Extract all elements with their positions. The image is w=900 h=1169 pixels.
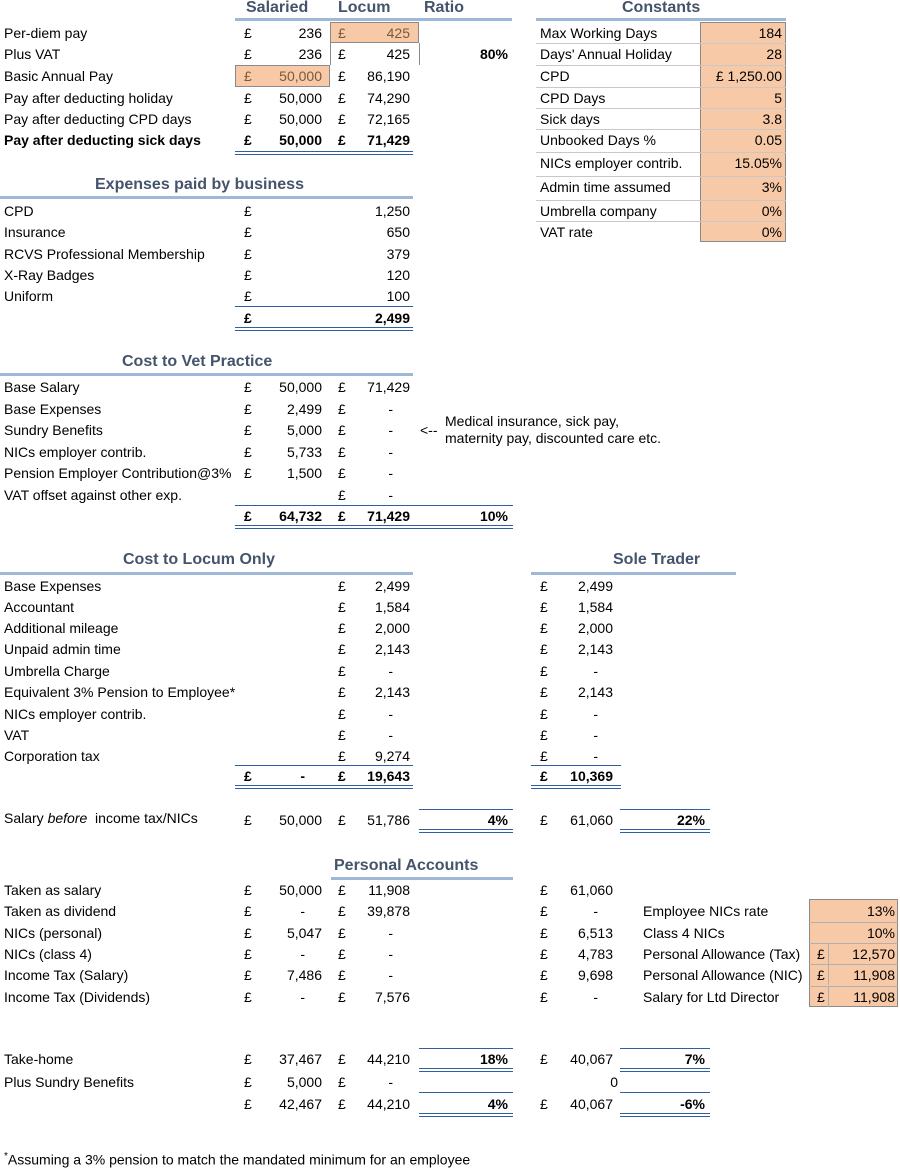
- sole-value: 2,143: [577, 641, 613, 657]
- expenses-title-underline: [0, 196, 413, 199]
- takehome-label: Take-home: [4, 1051, 74, 1067]
- constant-value: 0%: [761, 224, 782, 240]
- cost-vet-loc: -: [388, 422, 393, 438]
- personal-sole-currency: £: [540, 946, 548, 962]
- cost-vet-total-rule: [235, 505, 513, 506]
- cost-vet-label: Pension Employer Contribution@3%: [4, 465, 232, 481]
- personal-sal: -: [300, 946, 305, 962]
- cost-vet-sal: 5,733: [286, 444, 322, 460]
- top-row-loc: 74,290: [367, 90, 410, 106]
- cost-vet-total-loc: 71,429: [367, 508, 410, 524]
- top-row-label: Basic Annual Pay: [4, 68, 113, 84]
- top-double-rule: [235, 151, 413, 155]
- note-line-1: Medical insurance, sick pay,: [445, 413, 620, 429]
- cost-vet-loc-currency: £: [338, 422, 346, 438]
- top-row-label: Pay after deducting sick days: [4, 132, 201, 148]
- cost-vet-double-rule: [235, 525, 513, 529]
- cost-vet-title: Cost to Vet Practice: [122, 353, 273, 370]
- final-sole: 40,067: [570, 1096, 613, 1112]
- top-row-ratio: 80%: [479, 46, 508, 62]
- top-row-sal: 50,000: [279, 132, 322, 148]
- personal-sal-currency: £: [244, 967, 252, 983]
- expense-label: X-Ray Badges: [4, 267, 95, 283]
- personal-side-currency: £: [817, 946, 825, 962]
- top-row-label: Plus VAT: [4, 46, 61, 62]
- takehome-sole-ratio-bottom-rule: [620, 1068, 710, 1072]
- constant-row-divider: [536, 200, 786, 201]
- top-row-loc-currency: £: [338, 46, 346, 62]
- cost-vet-sal-currency: £: [244, 465, 252, 481]
- cost-vet-sal-currency: £: [244, 422, 252, 438]
- sole-trader-title-underline: [531, 572, 736, 575]
- personal-side-label: Employee NICs rate: [643, 903, 769, 919]
- takehome-loc-currency: £: [338, 1051, 346, 1067]
- cost-locum-label: Corporation tax: [4, 748, 100, 764]
- sole-value: 2,499: [577, 578, 613, 594]
- sundry-sal-currency: £: [244, 1074, 252, 1090]
- salary-before-ratio: 4%: [487, 812, 508, 828]
- cost-locum-currency: £: [338, 706, 346, 722]
- cost-vet-loc: -: [388, 444, 393, 460]
- cost-locum-currency: £: [338, 578, 346, 594]
- sole-currency: £: [540, 620, 548, 636]
- top-row-sal: 50,000: [279, 90, 322, 106]
- top-row-sal-currency: £: [244, 111, 252, 127]
- personal-sole: 4,783: [577, 946, 613, 962]
- personal-sal-currency: £: [244, 882, 252, 898]
- sole-value: -: [593, 748, 598, 764]
- cost-vet-sal-currency: £: [244, 379, 252, 395]
- header-salaried: Salaried: [246, 0, 309, 16]
- cost-vet-label: NICs employer contrib.: [4, 444, 147, 460]
- personal-sal-currency: £: [244, 989, 252, 1005]
- personal-loc-currency: £: [338, 925, 346, 941]
- personal-side-currency-divider: [828, 964, 829, 985]
- cost-vet-loc: -: [388, 401, 393, 417]
- expense-currency: £: [244, 246, 252, 262]
- constant-value: 28: [766, 46, 782, 62]
- constant-row-divider: [536, 129, 786, 130]
- personal-sole: -: [593, 989, 598, 1005]
- final-loc-currency: £: [338, 1096, 346, 1112]
- cost-locum-currency: £: [338, 727, 346, 743]
- sole-currency: £: [540, 599, 548, 615]
- personal-sole: 61,060: [570, 882, 613, 898]
- personal-loc: -: [388, 946, 393, 962]
- sundry-loc-currency: £: [338, 1074, 346, 1090]
- expense-value: 120: [386, 267, 410, 283]
- expenses-total: 2,499: [374, 310, 410, 326]
- cost-locum-label: Base Expenses: [4, 578, 102, 594]
- expense-value: 1,250: [374, 203, 410, 219]
- takehome-sal: 37,467: [279, 1051, 322, 1067]
- cost-vet-total-sal-currency: £: [244, 508, 252, 524]
- cost-vet-sal: 1,500: [286, 465, 322, 481]
- cost-locum-label: Additional mileage: [4, 620, 119, 636]
- cost-locum-currency: £: [338, 748, 346, 764]
- personal-label: NICs (personal): [4, 925, 103, 941]
- top-row-loc: 71,429: [367, 132, 410, 148]
- personal-title-underline: [331, 877, 513, 880]
- top-row-sal: 50,000: [279, 111, 322, 127]
- constant-row-divider: [536, 108, 786, 109]
- personal-loc-currency: £: [338, 967, 346, 983]
- expenses-title: Expenses paid by business: [95, 176, 304, 193]
- expense-label: Uniform: [4, 288, 54, 304]
- constant-value: 0%: [761, 203, 782, 219]
- cost-locum-value: 9,274: [374, 748, 410, 764]
- personal-sal-currency: £: [244, 946, 252, 962]
- constant-value: 15.05%: [734, 155, 782, 171]
- cost-locum-total-rule: [235, 765, 413, 766]
- sole-value: 1,584: [577, 599, 613, 615]
- constant-label: CPD: [540, 68, 570, 84]
- sole-value: 2,143: [577, 684, 613, 700]
- personal-sole-currency: £: [540, 925, 548, 941]
- final-sal: 42,467: [279, 1096, 322, 1112]
- cost-locum-label: VAT: [4, 727, 30, 743]
- personal-label: NICs (class 4): [4, 946, 92, 962]
- cost-vet-total-sal: 64,732: [279, 508, 322, 524]
- cost-vet-total-loc-currency: £: [338, 508, 346, 524]
- cost-locum-value: -: [388, 706, 393, 722]
- sole-value: -: [593, 706, 598, 722]
- cost-locum-total-sal: -: [300, 768, 305, 784]
- constant-label: NICs employer contrib.: [540, 155, 683, 171]
- sole-currency: £: [540, 641, 548, 657]
- personal-label: Taken as dividend: [4, 903, 117, 919]
- constant-value: £ 1,250.00: [715, 68, 782, 84]
- personal-side-divider: [809, 943, 898, 944]
- takehome-sal-currency: £: [244, 1051, 252, 1067]
- sundry-loc: -: [388, 1074, 393, 1090]
- personal-sole: 6,513: [577, 925, 613, 941]
- salary-before-ratio-top-rule: [419, 809, 513, 810]
- top-row-loc-currency: £: [338, 25, 346, 41]
- cost-vet-sal-currency: £: [244, 401, 252, 417]
- constants-header-underline: [536, 18, 786, 21]
- personal-sole: -: [593, 903, 598, 919]
- salary-before-loc: 51,786: [367, 812, 410, 828]
- personal-sal-currency: £: [244, 903, 252, 919]
- top-row-loc: 425: [386, 46, 410, 62]
- top-row-loc: 425: [386, 25, 410, 41]
- cost-vet-label: Base Expenses: [4, 401, 102, 417]
- sole-currency: £: [540, 663, 548, 679]
- top-row-loc-currency: £: [338, 132, 346, 148]
- cost-locum-currency: £: [338, 641, 346, 657]
- footnote: *Assuming a 3% pension to match the mandated minimum for an employee: [4, 1151, 471, 1168]
- cost-locum-value: -: [388, 727, 393, 743]
- personal-side-divider: [809, 964, 898, 965]
- sundry-sole: 0: [610, 1074, 618, 1090]
- takehome-sole-ratio-top-rule: [620, 1048, 710, 1049]
- cost-vet-loc: 71,429: [367, 379, 410, 395]
- personal-loc-currency: £: [338, 903, 346, 919]
- sundry-sole-ratio-rule: [620, 1092, 710, 1093]
- cost-locum-title: Cost to Locum Only: [123, 551, 275, 568]
- cost-locum-value: 2,000: [374, 620, 410, 636]
- salary-before-sole-ratio-top-rule: [620, 809, 710, 810]
- sole-double-rule: [531, 785, 621, 789]
- final-ratio-double-rule: [419, 1113, 513, 1117]
- constant-value: 3%: [761, 179, 782, 195]
- personal-loc: 39,878: [367, 903, 410, 919]
- constant-row-divider: [536, 87, 786, 88]
- salary-before-sole-currency: £: [540, 812, 548, 828]
- cost-locum-value: -: [388, 663, 393, 679]
- takehome-loc: 44,210: [367, 1051, 410, 1067]
- cost-locum-label: Umbrella Charge: [4, 663, 110, 679]
- header-constants: Constants: [622, 0, 701, 16]
- expense-currency: £: [244, 267, 252, 283]
- personal-loc-currency: £: [338, 989, 346, 1005]
- constant-row-divider: [536, 43, 786, 44]
- constant-value: 5: [774, 90, 782, 106]
- cost-locum-title-underline: [0, 572, 413, 575]
- salary-before-sole-ratio: 22%: [676, 812, 705, 828]
- personal-sole: 9,698: [577, 967, 613, 983]
- final-loc: 44,210: [367, 1096, 410, 1112]
- constant-value: 184: [758, 25, 782, 41]
- expenses-double-rule: [235, 327, 413, 331]
- personal-side-label: Class 4 NICs: [643, 925, 725, 941]
- personal-side-value: 10%: [866, 925, 895, 941]
- personal-side-value: 11,908: [853, 967, 895, 983]
- takehome-ratio-bottom-rule: [419, 1068, 513, 1072]
- cost-vet-loc-currency: £: [338, 487, 346, 503]
- cost-vet-loc-currency: £: [338, 379, 346, 395]
- takehome-sole-ratio: 7%: [684, 1051, 705, 1067]
- cost-vet-sal: 2,499: [286, 401, 322, 417]
- sundry-ratio-rule: [419, 1092, 513, 1093]
- cost-vet-sal: 5,000: [286, 422, 322, 438]
- sole-value: -: [593, 727, 598, 743]
- expenses-total-currency: £: [244, 310, 252, 326]
- constant-value: 3.8: [762, 111, 782, 127]
- top-row-sal: 236: [298, 25, 322, 41]
- top-row-label: Pay after deducting holiday: [4, 90, 173, 106]
- cost-locum-value: 2,143: [374, 684, 410, 700]
- salary-before-sole: 61,060: [570, 812, 613, 828]
- top-row-loc-currency: £: [338, 90, 346, 106]
- top-row-loc-currency: £: [338, 68, 346, 84]
- takehome-sole-currency: £: [540, 1051, 548, 1067]
- footnote-star: *: [4, 1151, 8, 1162]
- personal-sal-currency: £: [244, 925, 252, 941]
- cost-vet-sal-currency: £: [244, 444, 252, 460]
- expense-currency: £: [244, 203, 252, 219]
- salary-before-label: Salary before income tax/NICs: [4, 810, 198, 826]
- sundry-sal: 5,000: [286, 1074, 322, 1090]
- personal-label: Income Tax (Dividends): [4, 989, 151, 1005]
- sole-currency: £: [540, 748, 548, 764]
- expense-value: 379: [386, 246, 410, 262]
- personal-label: Income Tax (Salary): [4, 967, 129, 983]
- constant-label: Sick days: [540, 111, 600, 127]
- constant-label: Unbooked Days %: [540, 132, 656, 148]
- top-row-sal-currency: £: [244, 90, 252, 106]
- personal-loc: -: [388, 967, 393, 983]
- header-ratio: Ratio: [424, 0, 464, 16]
- personal-title: Personal Accounts: [334, 857, 479, 874]
- constant-row-divider: [536, 152, 786, 153]
- personal-sole-currency: £: [540, 967, 548, 983]
- personal-loc-currency: £: [338, 946, 346, 962]
- salary-before-loc-currency: £: [338, 812, 346, 828]
- cost-vet-sal: 50,000: [279, 379, 322, 395]
- cost-locum-currency: £: [338, 620, 346, 636]
- final-sole-ratio-double-rule: [620, 1113, 710, 1117]
- cost-locum-label: Unpaid admin time: [4, 641, 121, 657]
- top-row-loc: 72,165: [367, 111, 410, 127]
- top-row-label: Pay after deducting CPD days: [4, 111, 192, 127]
- constant-row-divider: [536, 176, 786, 177]
- personal-loc: 7,576: [374, 989, 410, 1005]
- final-sole-ratio: -6%: [680, 1096, 705, 1112]
- constant-label: Umbrella company: [540, 203, 657, 219]
- personal-sole-currency: £: [540, 989, 548, 1005]
- expense-value: 650: [386, 224, 410, 240]
- cost-vet-loc: -: [388, 487, 393, 503]
- personal-side-divider: [809, 986, 898, 987]
- salary-before-sal-currency: £: [244, 812, 252, 828]
- cost-locum-label: Accountant: [4, 599, 75, 615]
- cost-vet-loc-currency: £: [338, 465, 346, 481]
- constant-label: VAT rate: [540, 224, 593, 240]
- sundry-label: Plus Sundry Benefits: [4, 1074, 134, 1090]
- personal-loc: -: [388, 925, 393, 941]
- constant-label: Max Working Days: [540, 25, 658, 41]
- cost-vet-loc-currency: £: [338, 401, 346, 417]
- constant-label: Days' Annual Holiday: [540, 46, 672, 62]
- top-row-sal-currency: £: [244, 46, 252, 62]
- sole-currency: £: [540, 727, 548, 743]
- personal-loc-currency: £: [338, 882, 346, 898]
- top-row-sal: 50,000: [279, 68, 322, 84]
- sole-currency: £: [540, 684, 548, 700]
- expenses-total-rule: [235, 306, 413, 307]
- constant-value: 0.05: [754, 132, 782, 148]
- takehome-ratio: 18%: [479, 1051, 508, 1067]
- expense-label: Insurance: [4, 224, 66, 240]
- sole-trader-title: Sole Trader: [613, 551, 701, 568]
- personal-side-value: 12,570: [852, 946, 895, 962]
- personal-loc: 11,908: [368, 882, 410, 898]
- cost-locum-currency: £: [338, 663, 346, 679]
- personal-side-currency: £: [817, 989, 825, 1005]
- constant-label: CPD Days: [540, 90, 606, 106]
- sole-currency: £: [540, 706, 548, 722]
- salary-before-sole-ratio-bottom-rule: [620, 829, 710, 833]
- personal-side-currency-divider: [828, 986, 829, 1007]
- personal-side-label: Salary for Ltd Director: [643, 989, 780, 1005]
- personal-sal: -: [300, 903, 305, 919]
- cost-vet-loc: -: [388, 465, 393, 481]
- expense-label: CPD: [4, 203, 34, 219]
- final-ratio: 4%: [487, 1096, 508, 1112]
- cost-locum-value: 2,499: [374, 578, 410, 594]
- constant-row-divider: [536, 221, 786, 222]
- cost-locum-total-loc: 19,643: [367, 768, 410, 784]
- personal-sal: 5,047: [286, 925, 322, 941]
- constant-row-divider: [536, 65, 786, 66]
- cost-vet-label: Base Salary: [4, 379, 80, 395]
- constant-label: Admin time assumed: [540, 179, 671, 195]
- takehome-ratio-top-rule: [419, 1048, 513, 1049]
- top-row-sal: 236: [298, 46, 322, 62]
- expense-label: RCVS Professional Membership: [4, 246, 205, 262]
- cost-vet-label: VAT offset against other exp.: [4, 487, 182, 503]
- sole-total: 10,369: [570, 768, 613, 784]
- note-line-2: maternity pay, discounted care etc.: [445, 430, 662, 446]
- personal-side-label: Personal Allowance (NIC): [643, 967, 803, 983]
- cost-vet-label: Sundry Benefits: [4, 422, 103, 438]
- salary-before-ratio-bottom-rule: [419, 829, 513, 833]
- sole-currency: £: [540, 578, 548, 594]
- personal-side-value: 11,908: [853, 989, 895, 1005]
- cost-locum-total-sal-currency: £: [244, 768, 252, 784]
- top-row-sal-currency: £: [244, 132, 252, 148]
- final-sal-currency: £: [244, 1096, 252, 1112]
- takehome-sole: 40,067: [570, 1051, 613, 1067]
- personal-side-value: 13%: [866, 903, 895, 919]
- cost-locum-total-loc-currency: £: [338, 768, 346, 784]
- cost-vet-loc-currency: £: [338, 444, 346, 460]
- sole-total-rule: [531, 765, 621, 766]
- personal-label: Taken as salary: [4, 882, 102, 898]
- expense-currency: £: [244, 288, 252, 304]
- cost-locum-label: NICs employer contrib.: [4, 706, 147, 722]
- cost-locum-currency: £: [338, 599, 346, 615]
- cost-vet-total-ratio: 10%: [479, 508, 508, 524]
- cost-locum-double-rule: [235, 785, 413, 789]
- top-row-sal-currency: £: [244, 25, 252, 41]
- note-arrow: <--: [420, 422, 438, 438]
- sole-total-currency: £: [540, 768, 548, 784]
- header-locum: Locum: [338, 0, 391, 16]
- header-underline: [235, 18, 512, 21]
- personal-sole-currency: £: [540, 903, 548, 919]
- sole-value: 2,000: [577, 620, 613, 636]
- personal-sal: -: [300, 989, 305, 1005]
- personal-side-currency-divider: [828, 943, 829, 964]
- cost-locum-currency: £: [338, 684, 346, 700]
- personal-sole-currency: £: [540, 882, 548, 898]
- top-row-sal-currency: £: [244, 68, 252, 84]
- personal-sal: 7,486: [286, 967, 322, 983]
- personal-side-divider: [809, 922, 898, 923]
- top-row-loc: 86,190: [367, 68, 410, 84]
- expense-currency: £: [244, 224, 252, 240]
- personal-side-label: Personal Allowance (Tax): [643, 946, 801, 962]
- salary-before-sal: 50,000: [279, 812, 322, 828]
- cost-locum-value: 1,584: [374, 599, 410, 615]
- cost-locum-value: 2,143: [374, 641, 410, 657]
- top-row-loc-currency: £: [338, 111, 346, 127]
- expense-value: 100: [386, 288, 410, 304]
- top-row-label: Per-diem pay: [4, 25, 88, 41]
- personal-sal: 50,000: [279, 882, 322, 898]
- cost-vet-title-underline: [0, 373, 413, 376]
- personal-side-currency: £: [817, 967, 825, 983]
- final-sole-currency: £: [540, 1096, 548, 1112]
- sole-value: -: [593, 663, 598, 679]
- cost-locum-label: Equivalent 3% Pension to Employee*: [4, 684, 236, 700]
